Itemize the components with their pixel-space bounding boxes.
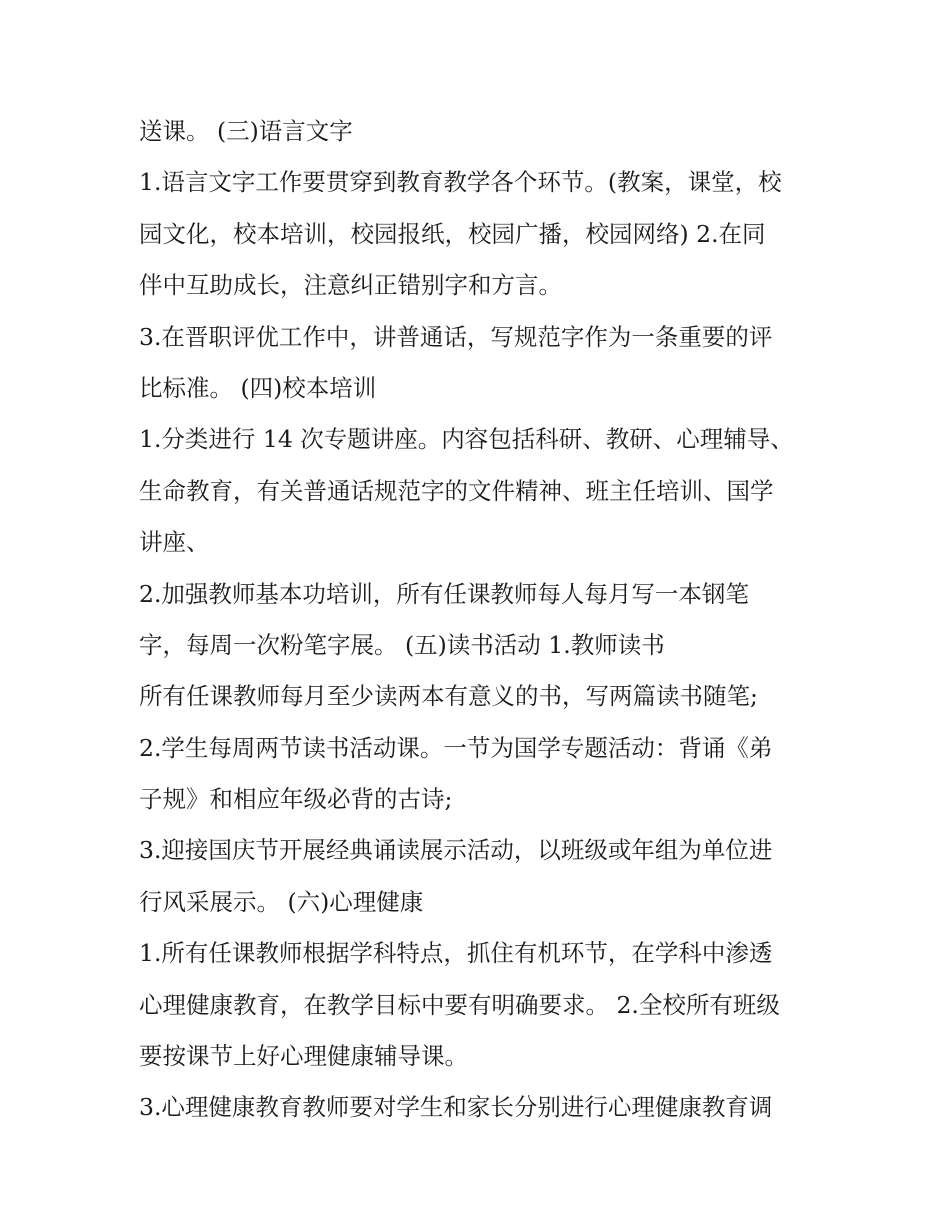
text-line: 生命教育，有关普通话规范字的文件精神、班主任培训、国学 (139, 476, 774, 505)
text-line: 2.学生每周两节读书活动课。一节为国学专题活动：背诵《弟 (139, 733, 773, 762)
text-line: 3.迎接国庆节开展经典诵读展示活动，以班级或年组为单位进 (139, 836, 773, 865)
text-line: 伴中互助成长，注意纠正错别字和方言。 (139, 271, 562, 300)
document-body (139, 106, 819, 1134)
text-line: 讲座、 (139, 528, 210, 557)
text-line: 比标准。 (四)校本培训 (139, 373, 377, 402)
text-line: 3.心理健康教育教师要对学生和家长分别进行心理健康教育调 (139, 1093, 773, 1122)
text-line: 2.加强教师基本功培训，所有任课教师每人每月写一本钢笔 (139, 579, 749, 608)
text-line: 所有任课教师每月至少读两本有意义的书，写两篇读书随笔; (139, 682, 758, 711)
text-line: 3.在晋职评优工作中，讲普通话，写规范字作为一条重要的评 (139, 322, 773, 351)
text-line: 要按课节上好心理健康辅导课。 (139, 1042, 468, 1071)
text-line: 1.分类进行 14 次专题讲座。内容包括科研、教研、心理辅导、 (139, 425, 794, 454)
text-line: 行风采展示。 (六)心理健康 (139, 887, 424, 916)
text-line: 心理健康教育，在教学目标中要有明确要求。 2.全校所有班级 (139, 990, 780, 1019)
text-line: 字，每周一次粉笔字展。 (五)读书活动 1.教师读书 (139, 630, 665, 659)
text-line: 1.所有任课教师根据学科特点，抓住有机环节，在学科中渗透 (139, 939, 773, 968)
text-line: 园文化，校本培训，校园报纸，校园广播，校园网络) 2.在同 (139, 219, 766, 248)
text-line: 子规》和相应年级必背的古诗; (139, 785, 453, 814)
text-line: 1.语言文字工作要贯穿到教育教学各个环节。(教案，课堂，校 (139, 168, 782, 197)
text-line: 送课。 (三)语言文字 (139, 117, 353, 145)
